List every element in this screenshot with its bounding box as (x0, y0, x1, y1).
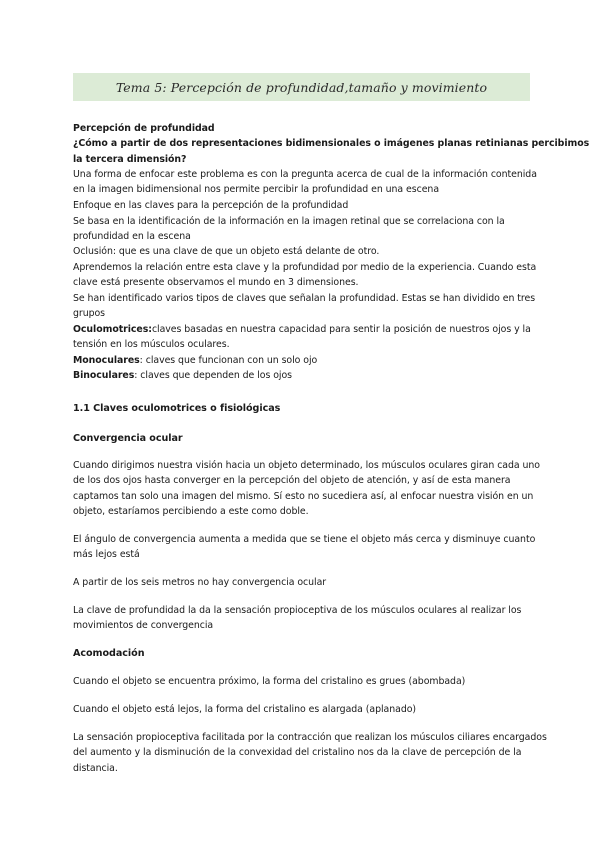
binocular-line (73, 370, 292, 382)
title-banner (73, 73, 530, 101)
paragraph-line: Cuando el objeto se encuentra próximo, la forma del cristalino es grues (abombada) (73, 676, 466, 687)
paragraph-line: Se han identificado varios tipos de claves que señalan la profundidad. Estas se han dividido en tres (73, 293, 536, 304)
paragraph-line: clave está presente observamos el mundo en 3 dimensiones. (73, 277, 359, 288)
paragraph-line: La sensación propioceptiva facilitada por la contracción que realizan los músculos ciliares encargados (73, 732, 547, 743)
paragraph-line: Enfoque en las claves para la percepción de la profundidad (73, 200, 349, 211)
monocular-line (73, 355, 317, 367)
paragraph-line: Una forma de enfocar este problema es con la pregunta acerca de cual de la información contenida (73, 169, 537, 180)
paragraph-line: profundidad en la escena (73, 231, 191, 242)
page-title: Tema 5: Percepción de profundidad,tamaño y movimiento (115, 79, 488, 95)
paragraph-line: distancia. (73, 763, 118, 774)
subsection-heading-accommodation: Acomodación (73, 648, 145, 659)
question-line-2: la tercera dimensión? (73, 154, 187, 165)
paragraph-line: movimientos de convergencia (73, 620, 214, 631)
paragraph-line: A partir de los seis metros no hay convergencia ocular (73, 577, 327, 588)
paragraph-line: Se basa en la identificación de la información en la imagen retinal que se correlaciona con la (73, 216, 505, 227)
paragraph-line: Aprendemos la relación entre esta clave y la profundidad por medio de la experiencia. Cuando esta (73, 262, 537, 273)
definition-oculomotrices: claves basadas en nuestra capacidad para sentir la posición de nuestros ojos y la (151, 324, 531, 335)
paragraph-line: de los dos ojos hasta converger en la percepción del objeto de atención, y así de esta manera (73, 475, 511, 486)
paragraph-line: La clave de profundidad la da la sensación propioceptiva de los músculos oculares al realizar los (73, 605, 522, 616)
term-binoculares: Binoculares (73, 370, 135, 381)
paragraph-line: del aumento y la disminución de la convexidad del cristalino nos da la clave de percepción de la (73, 747, 522, 758)
paragraph-line: objeto, estaríamos percibiendo a este como doble. (73, 506, 309, 517)
paragraph-line: en la imagen bidimensional nos permite percibir la profundidad en una escena (73, 184, 440, 195)
definition-binoculares: : claves que dependen de los ojos (134, 370, 292, 381)
section-heading-depth: Percepción de profundidad (73, 123, 215, 134)
paragraph-line: grupos (73, 308, 106, 319)
term-oculomotrices: Oculomotrices: (73, 324, 152, 335)
term-monoculares: Monoculares (73, 355, 140, 366)
paragraph-line: Cuando dirigimos nuestra visión hacia un objeto determinado, los músculos oculares giran cada uno (73, 460, 540, 471)
section-heading-1-1: 1.1 Claves oculomotrices o fisiológicas (73, 403, 281, 414)
definition-monoculares: : claves que funcionan con un solo ojo (139, 355, 318, 366)
subsection-heading-convergence: Convergencia ocular (73, 433, 183, 444)
paragraph-line: captamos tan solo una imagen del mismo. Sí esto no sucediera así, al enfocar nuestra visión en un (73, 491, 534, 502)
paragraph-line: El ángulo de convergencia aumenta a medida que se tiene el objeto más cerca y disminuye cuanto (73, 534, 536, 545)
paragraph-line: más lejos está (73, 549, 140, 560)
paragraph-line: tensión en los músculos oculares. (73, 339, 230, 350)
paragraph-line: Oclusión: que es una clave de que un objeto está delante de otro. (73, 246, 380, 257)
oculomotor-line-1 (73, 324, 531, 336)
paragraph-line: Cuando el objeto está lejos, la forma del cristalino es alargada (aplanado) (73, 704, 417, 715)
question-line-1: ¿Cómo a partir de dos representaciones bidimensionales o imágenes planas retinianas percibimos (73, 138, 590, 149)
